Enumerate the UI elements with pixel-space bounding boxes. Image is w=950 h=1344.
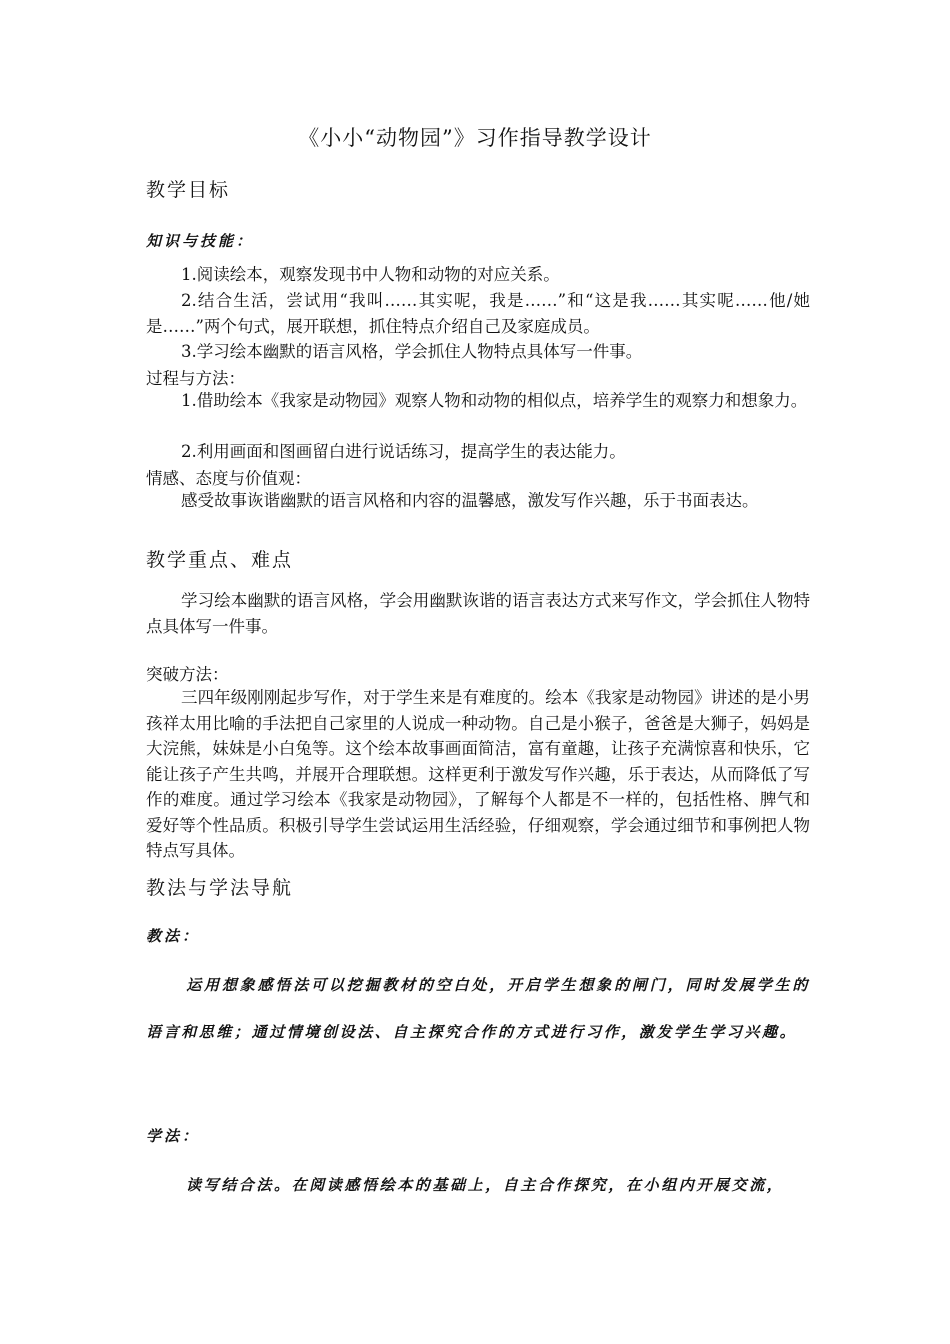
breakthrough-text-body: 三四年级刚刚起步写作，对于学生来是有难度的。绘本《我家是动物园》讲述的是小男孩祥太用比喻的手法把自己家里的人说成一种动物。自己是小猴子，爸爸是大狮子，妈妈是大浣熊，妹妹是小白兔等。这个绘本故事画面简洁，富有童趣，让孩子充满惊喜和快乐，它能让孩子产生共鸣，并展开合理联想。这样更利于激发写作兴趣，乐于表达，从而降低了写作的难度。通过学习绘本《我家是动物园》，了解每个人都是不一样的，包括性格、脾气和爱好等个性品质。积极引导学生尝试运用生活经验，仔细观察，学会通过细节和事例把人物特点写具体。 [146,688,810,860]
goal-knowledge-1-text: 1.阅读绘本，观察发现书中人物和动物的对应关系。 [181,265,560,284]
label-knowledge-skills: 知识与技能： [146,232,255,250]
goal-process-1 [146,388,810,414]
teaching-method-text [146,962,810,1056]
goal-knowledge-2 [146,288,810,339]
label-teaching-method: 教法： [146,927,201,945]
key-points-text [146,588,810,639]
learning-method-text-body: 读写结合法。在阅读感悟绘本的基础上，自主合作探究，在小组内开展交流， [186,1176,785,1194]
goal-knowledge-3-text: 3.学习绘本幽默的语言风格，学会抓住人物特点具体写一件事。 [181,342,643,361]
heading-key-points: 教学重点、难点 [146,549,294,571]
goal-knowledge-1 [146,262,810,288]
document-title: 《小小“动物园”》习作指导教学设计 [298,126,652,150]
goal-emotion-1 [146,488,810,514]
goal-process-2 [146,439,810,465]
goal-process-2-text: 2.利用画面和图画留白进行说话练习，提高学生的表达能力。 [181,442,626,461]
goal-knowledge-2-text: 2.结合生活，尝试用“我叫……其实呢，我是……”和“这是我……其实呢……他/她是……”两个句式，展开联想，抓住特点介绍自己及家庭成员。 [146,291,810,336]
goal-process-1-text: 1.借助绘本《我家是动物园》观察人物和动物的相似点，培养学生的观察力和想象力。 [181,391,808,410]
goal-emotion-1-text: 感受故事诙谐幽默的语言风格和内容的温馨感，激发写作兴趣，乐于书面表达。 [181,491,759,510]
goal-knowledge-3 [146,339,810,365]
key-points-text-body: 学习绘本幽默的语言风格，学会用幽默诙谐的语言表达方式来写作文，学会抓住人物特点具体写一件事。 [146,591,810,636]
teaching-method-text-body: 运用想象感悟法可以挖掘教材的空白处，开启学生想象的闸门，同时发展学生的语言和思维；通过情境创设法、自主探究合作的方式进行习作，激发学生学习兴趣。 [146,976,810,1041]
heading-teaching-goals: 教学目标 [146,179,231,201]
label-emotion-values: 情感、态度与价值观： [146,469,311,488]
label-process-methods: 过程与方法： [146,369,245,388]
learning-method-text [146,1162,810,1209]
breakthrough-text [146,685,810,864]
label-breakthrough-methods: 突破方法： [146,665,229,684]
label-learning-method: 学法： [146,1127,201,1145]
heading-teaching-learning-methods: 教法与学法导航 [146,877,294,899]
